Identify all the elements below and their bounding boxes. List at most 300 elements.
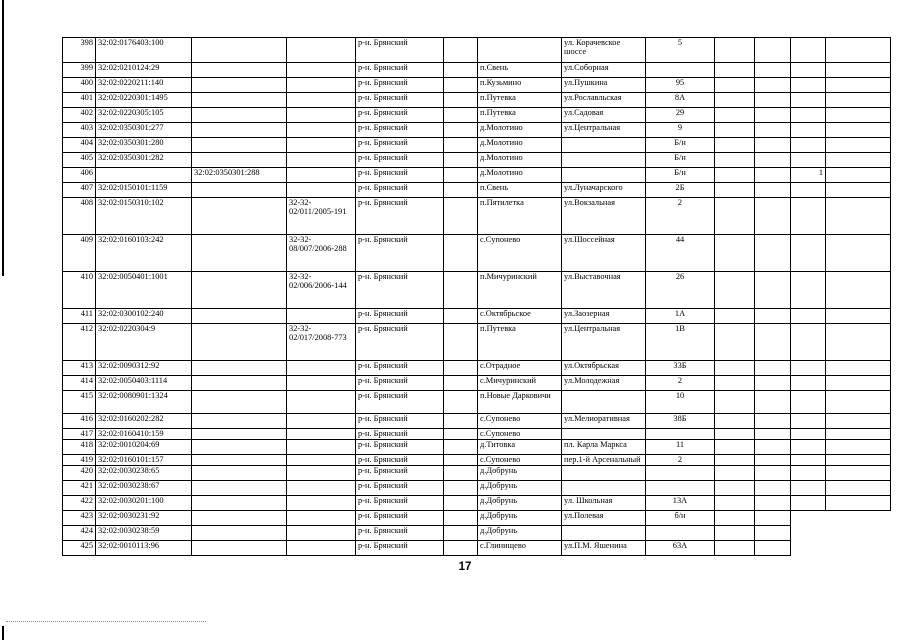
row-number-cell: 418 (63, 440, 96, 455)
house-number-cell (646, 481, 715, 496)
empty-cell (755, 376, 791, 391)
house-number-cell: 9 (646, 123, 715, 138)
empty-cell (826, 526, 891, 541)
empty-cell (444, 324, 478, 361)
house-number-cell: 2 (646, 455, 715, 466)
table-row (63, 93, 891, 108)
locality-cell: д.Добрунь (478, 511, 562, 526)
district-cell: р-н. Брянский (356, 198, 444, 235)
empty-cell (715, 93, 755, 108)
empty-cell (444, 198, 478, 235)
page-number: 17 (458, 561, 472, 573)
empty-cell (755, 414, 791, 429)
extra-value-cell: 1 (791, 168, 826, 183)
district-cell: р-н. Брянский (356, 455, 444, 466)
cadastral-number-cell: 32:02:0090312:92 (96, 361, 192, 376)
table-row (63, 466, 891, 481)
table-row (63, 526, 891, 541)
cadastral-number-alt-cell (192, 38, 287, 63)
extra-value-cell (791, 466, 826, 481)
registration-number-cell (287, 481, 356, 496)
empty-cell (826, 309, 891, 324)
empty-cell (715, 496, 755, 511)
district-cell: р-н. Брянский (356, 391, 444, 414)
cadastral-number-alt-cell (192, 309, 287, 324)
empty-cell (715, 511, 755, 526)
extra-value-cell (791, 108, 826, 123)
extra-value-cell (791, 440, 826, 455)
district-cell: р-н. Брянский (356, 541, 444, 556)
cadastral-number-cell: 32:02:0220305:105 (96, 108, 192, 123)
table-row (63, 183, 891, 198)
empty-cell (826, 123, 891, 138)
district-cell: р-н. Брянский (356, 183, 444, 198)
empty-cell (826, 108, 891, 123)
empty-cell (715, 466, 755, 481)
house-number-cell: Б/н (646, 138, 715, 153)
empty-cell (444, 123, 478, 138)
empty-cell (715, 108, 755, 123)
table-row (63, 123, 891, 138)
table-row (63, 496, 891, 511)
empty-cell (826, 361, 891, 376)
house-number-cell: 2 (646, 376, 715, 391)
row-number-cell: 422 (63, 496, 96, 511)
table-row (63, 376, 891, 391)
table-row (63, 153, 891, 168)
empty-cell (715, 526, 755, 541)
row-number-cell: 401 (63, 93, 96, 108)
district-cell: р-н. Брянский (356, 63, 444, 78)
house-number-cell (646, 466, 715, 481)
row-number-cell: 411 (63, 309, 96, 324)
row-number-cell: 399 (63, 63, 96, 78)
empty-cell (444, 455, 478, 466)
empty-cell (755, 324, 791, 361)
locality-cell: п.Свень (478, 183, 562, 198)
extra-value-cell (791, 235, 826, 272)
empty-cell (826, 78, 891, 93)
table-row (63, 138, 891, 153)
street-cell (562, 466, 646, 481)
locality-cell: д.Молотино (478, 123, 562, 138)
street-cell: ул.Шоссейная (562, 235, 646, 272)
table-row (63, 272, 891, 309)
table-row (63, 108, 891, 123)
extra-value-cell (791, 272, 826, 309)
cadastral-number-alt-cell (192, 455, 287, 466)
house-number-cell: 1А (646, 309, 715, 324)
empty-cell (755, 38, 791, 63)
empty-cell (826, 93, 891, 108)
district-cell: р-н. Брянский (356, 38, 444, 63)
street-cell (562, 391, 646, 414)
scan-left-mark (2, 626, 4, 640)
registration-number-cell (287, 183, 356, 198)
street-cell: ул.Соборная (562, 63, 646, 78)
empty-cell (755, 183, 791, 198)
empty-cell (826, 429, 891, 440)
empty-cell (826, 481, 891, 496)
empty-cell (826, 496, 891, 511)
locality-cell (478, 38, 562, 63)
house-number-cell: Б/н (646, 168, 715, 183)
empty-cell (755, 138, 791, 153)
row-number-cell: 400 (63, 78, 96, 93)
empty-cell (715, 376, 755, 391)
empty-cell (444, 481, 478, 496)
empty-cell (444, 361, 478, 376)
empty-cell (755, 198, 791, 235)
empty-cell (444, 391, 478, 414)
empty-cell (444, 153, 478, 168)
cadastral-number-cell: 32:02:0030238:67 (96, 481, 192, 496)
street-cell (562, 153, 646, 168)
empty-cell (755, 361, 791, 376)
empty-cell (826, 455, 891, 466)
cadastral-number-cell: 32:02:0030238:59 (96, 526, 192, 541)
street-cell: ул.Молодежная (562, 376, 646, 391)
cadastral-number-alt-cell (192, 78, 287, 93)
table-row (63, 324, 891, 361)
district-cell: р-н. Брянский (356, 376, 444, 391)
locality-cell: п.Путевка (478, 324, 562, 361)
house-number-cell: 5 (646, 38, 715, 63)
empty-cell (755, 153, 791, 168)
district-cell: р-н. Брянский (356, 440, 444, 455)
extra-value-cell (791, 481, 826, 496)
table-row (63, 235, 891, 272)
registration-number-cell (287, 429, 356, 440)
registration-number-cell: 32-32-02/011/2005-191 (287, 198, 356, 235)
empty-cell (755, 511, 791, 526)
empty-cell (715, 153, 755, 168)
locality-cell: с.Глинищево (478, 541, 562, 556)
cadastral-number-alt-cell (192, 391, 287, 414)
extra-value-cell (791, 123, 826, 138)
cadastral-number-alt-cell (192, 511, 287, 526)
table-row (63, 361, 891, 376)
empty-cell (715, 440, 755, 455)
locality-cell: д.Добрунь (478, 496, 562, 511)
cadastral-number-cell: 32:02:0030201:100 (96, 496, 192, 511)
row-number-cell: 416 (63, 414, 96, 429)
table-row (63, 481, 891, 496)
empty-cell (755, 391, 791, 414)
cadastral-number-cell: 32:02:0160103:242 (96, 235, 192, 272)
locality-cell: д.Молотино (478, 153, 562, 168)
table-row (63, 38, 891, 63)
street-cell (562, 526, 646, 541)
empty-cell (444, 78, 478, 93)
locality-cell: д.Добрунь (478, 466, 562, 481)
extra-value-cell (791, 361, 826, 376)
cadastral-number-cell: 32:02:0160202:282 (96, 414, 192, 429)
cadastral-number-cell: 32:02:0220304:9 (96, 324, 192, 361)
street-cell: ул.Пушкина (562, 78, 646, 93)
empty-cell (755, 78, 791, 93)
extra-value-cell (791, 153, 826, 168)
house-number-cell: 8А (646, 93, 715, 108)
registration-number-cell (287, 309, 356, 324)
empty-cell (826, 511, 891, 526)
empty-cell (715, 168, 755, 183)
empty-cell (826, 198, 891, 235)
extra-value-cell (791, 429, 826, 440)
row-number-cell: 407 (63, 183, 96, 198)
district-cell: р-н. Брянский (356, 429, 444, 440)
district-cell: р-н. Брянский (356, 272, 444, 309)
cadastral-number-alt-cell (192, 235, 287, 272)
empty-cell (444, 466, 478, 481)
registration-number-cell (287, 123, 356, 138)
empty-cell (715, 429, 755, 440)
house-number-cell: 26 (646, 272, 715, 309)
empty-cell (444, 38, 478, 63)
empty-cell (444, 414, 478, 429)
empty-cell (715, 361, 755, 376)
district-cell: р-н. Брянский (356, 309, 444, 324)
table-row (63, 63, 891, 78)
empty-cell (826, 272, 891, 309)
street-cell (562, 138, 646, 153)
empty-cell (755, 466, 791, 481)
street-cell (562, 429, 646, 440)
locality-cell: с.Супонево (478, 414, 562, 429)
registration-number-cell (287, 153, 356, 168)
locality-cell: д.Молотино (478, 168, 562, 183)
empty-cell (755, 272, 791, 309)
cadastral-number-alt-cell (192, 376, 287, 391)
row-number-cell: 408 (63, 198, 96, 235)
row-number-cell: 424 (63, 526, 96, 541)
registration-number-cell (287, 38, 356, 63)
empty-cell (444, 108, 478, 123)
empty-cell (826, 391, 891, 414)
cadastral-number-alt-cell (192, 63, 287, 78)
empty-cell (444, 138, 478, 153)
empty-cell (444, 526, 478, 541)
empty-cell (715, 391, 755, 414)
street-cell: ул.Мелиоративная (562, 414, 646, 429)
cadastral-number-alt-cell (192, 429, 287, 440)
registration-number-cell (287, 526, 356, 541)
cadastral-number-alt-cell (192, 183, 287, 198)
empty-cell (755, 309, 791, 324)
extra-value-cell (791, 376, 826, 391)
cadastral-number-alt-cell (192, 138, 287, 153)
street-cell: ул.Полевая (562, 511, 646, 526)
empty-cell (755, 429, 791, 440)
empty-cell (826, 138, 891, 153)
empty-cell (755, 168, 791, 183)
empty-cell (444, 63, 478, 78)
empty-cell (755, 455, 791, 466)
row-number-cell: 413 (63, 361, 96, 376)
locality-cell: с.Отрадное (478, 361, 562, 376)
empty-cell (715, 324, 755, 361)
empty-cell (715, 414, 755, 429)
street-cell: пл. Карла Маркса (562, 440, 646, 455)
table-row (63, 414, 891, 429)
district-cell: р-н. Брянский (356, 138, 444, 153)
house-number-cell: 2 (646, 198, 715, 235)
extra-value-cell (791, 324, 826, 361)
registration-number-cell (287, 138, 356, 153)
cadastral-number-cell: 32:02:0150310:102 (96, 198, 192, 235)
table-row (63, 391, 891, 414)
row-number-cell: 404 (63, 138, 96, 153)
empty-cell (755, 108, 791, 123)
extra-value-cell (791, 78, 826, 93)
locality-cell: с.Супонево (478, 429, 562, 440)
cadastral-number-cell: 32:02:0300102:240 (96, 309, 192, 324)
cadastral-number-cell: 32:02:0080901:1324 (96, 391, 192, 414)
house-number-cell (646, 429, 715, 440)
table-row (63, 198, 891, 235)
cadastral-number-alt-cell (192, 526, 287, 541)
extra-value-cell (791, 198, 826, 235)
cadastral-number-cell (96, 168, 192, 183)
empty-cell (755, 440, 791, 455)
empty-cell (826, 38, 891, 63)
empty-cell (826, 376, 891, 391)
registration-number-cell (287, 93, 356, 108)
street-cell: ул.Выставочная (562, 272, 646, 309)
cadastral-number-cell: 32:02:0050403:1114 (96, 376, 192, 391)
street-cell: ул.Рославльская (562, 93, 646, 108)
house-number-cell: 95 (646, 78, 715, 93)
registration-number-cell (287, 466, 356, 481)
registration-number-cell (287, 376, 356, 391)
cadastral-number-alt-cell (192, 108, 287, 123)
street-cell: ул.Вокзальная (562, 198, 646, 235)
district-cell: р-н. Брянский (356, 324, 444, 361)
cadastral-number-alt-cell (192, 361, 287, 376)
extra-value-cell (791, 138, 826, 153)
empty-cell (826, 541, 891, 556)
extra-value-cell (791, 496, 826, 511)
cadastral-number-cell: 32:02:0220301:1495 (96, 93, 192, 108)
cadastral-number-alt-cell (192, 414, 287, 429)
empty-cell (715, 78, 755, 93)
district-cell: р-н. Брянский (356, 496, 444, 511)
house-number-cell: 2Б (646, 183, 715, 198)
cadastral-number-cell: 32:02:0010204:69 (96, 440, 192, 455)
empty-cell (826, 324, 891, 361)
row-number-cell: 403 (63, 123, 96, 138)
row-number-cell: 406 (63, 168, 96, 183)
empty-cell (715, 541, 755, 556)
extra-value-cell (791, 93, 826, 108)
registration-number-cell (287, 455, 356, 466)
row-number-cell: 417 (63, 429, 96, 440)
house-number-cell: 13А (646, 496, 715, 511)
empty-cell (755, 63, 791, 78)
empty-cell (715, 481, 755, 496)
district-cell: р-н. Брянский (356, 414, 444, 429)
house-number-cell: б/н (646, 511, 715, 526)
house-number-cell (646, 63, 715, 78)
empty-cell (715, 183, 755, 198)
empty-cell (444, 440, 478, 455)
registration-number-cell (287, 391, 356, 414)
district-cell: р-н. Брянский (356, 481, 444, 496)
empty-cell (444, 93, 478, 108)
house-number-cell: 1В (646, 324, 715, 361)
house-number-cell: 38Б (646, 414, 715, 429)
locality-cell: с.Супонево (478, 455, 562, 466)
locality-cell: д.Молотино (478, 138, 562, 153)
house-number-cell: 44 (646, 235, 715, 272)
street-cell (562, 168, 646, 183)
house-number-cell: Б/н (646, 153, 715, 168)
street-cell: ул.Центральная (562, 324, 646, 361)
empty-cell (826, 168, 891, 183)
empty-cell (715, 138, 755, 153)
house-number-cell: 33Б (646, 361, 715, 376)
empty-cell (715, 272, 755, 309)
row-number-cell: 423 (63, 511, 96, 526)
empty-cell (444, 168, 478, 183)
empty-cell (826, 235, 891, 272)
registration-number-cell (287, 361, 356, 376)
house-number-cell: 11 (646, 440, 715, 455)
locality-cell: п.Путевка (478, 108, 562, 123)
registration-number-cell (287, 511, 356, 526)
extra-value-cell (791, 455, 826, 466)
district-cell: р-н. Брянский (356, 466, 444, 481)
empty-cell (755, 123, 791, 138)
registration-number-cell (287, 78, 356, 93)
district-cell: р-н. Брянский (356, 361, 444, 376)
house-number-cell: 29 (646, 108, 715, 123)
cadastral-number-alt-cell: 32:02:0350301:288 (192, 168, 287, 183)
locality-cell: п.Пятилетка (478, 198, 562, 235)
empty-cell (715, 309, 755, 324)
empty-cell (444, 496, 478, 511)
house-number-cell (646, 526, 715, 541)
empty-cell (715, 198, 755, 235)
empty-cell (444, 235, 478, 272)
empty-cell (755, 481, 791, 496)
locality-cell: п.Новые Дарковичи (478, 391, 562, 414)
table-row (63, 440, 891, 455)
cadastral-number-alt-cell (192, 324, 287, 361)
table-row (63, 309, 891, 324)
street-cell: ул. Школьная (562, 496, 646, 511)
table-row (63, 511, 891, 526)
row-number-cell: 421 (63, 481, 96, 496)
row-number-cell: 425 (63, 541, 96, 556)
scan-left-border (2, 0, 4, 276)
district-cell: р-н. Брянский (356, 78, 444, 93)
row-number-cell: 414 (63, 376, 96, 391)
registration-number-cell: 32-32-02/006/2006-144 (287, 272, 356, 309)
empty-cell (444, 541, 478, 556)
empty-cell (755, 235, 791, 272)
locality-cell: п.Мичуринский (478, 272, 562, 309)
cadastral-number-alt-cell (192, 198, 287, 235)
district-cell: р-н. Брянский (356, 511, 444, 526)
cadastral-number-alt-cell (192, 123, 287, 138)
empty-cell (444, 511, 478, 526)
row-number-cell: 420 (63, 466, 96, 481)
empty-cell (444, 272, 478, 309)
table-row (63, 168, 891, 183)
cadastral-number-alt-cell (192, 153, 287, 168)
extra-value-cell (791, 541, 826, 556)
